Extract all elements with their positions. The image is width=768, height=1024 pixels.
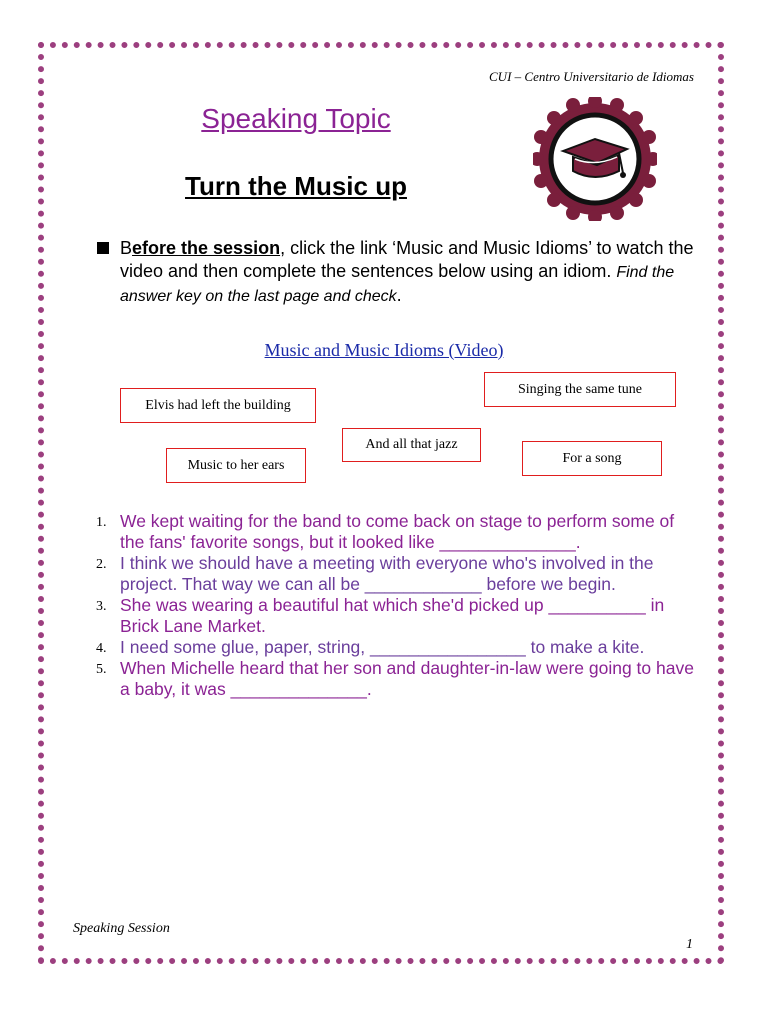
- intro-note: Find the answer key on the last page and check: [120, 264, 675, 305]
- idiom-box: Music to her ears: [166, 448, 306, 483]
- footer-label: Speaking Session: [73, 921, 170, 936]
- exercise-number: 1.: [96, 515, 107, 530]
- intro-emphasis: efore the session: [132, 238, 281, 258]
- exercise-number: 4.: [96, 641, 107, 656]
- exercise-text: She was wearing a beautiful hat which she'd picked up __________ in Brick Lane Market.: [120, 595, 665, 636]
- instructions: [97, 237, 707, 308]
- intro-end: .: [396, 285, 402, 305]
- exercise-number: 3.: [96, 599, 107, 614]
- exercise-item: [96, 595, 696, 637]
- exercise-text: I need some glue, paper, string, ________________ to make a kite.: [120, 637, 645, 657]
- intro-text: , click the link ‘Music and Music Idioms’ to watch the video and then complete the sentences below using an idiom.: [120, 238, 694, 281]
- idiom-box: Singing the same tune: [484, 372, 676, 407]
- institution-header: CUI – Centro Universitario de Idiomas: [489, 69, 694, 84]
- exercise-text: When Michelle heard that her son and daughter-in-law were going to have a baby, it was ______________.: [120, 658, 694, 699]
- exercise-number: 2.: [96, 557, 107, 572]
- bullet-square-icon: [97, 242, 109, 254]
- exercise-text: We kept waiting for the band to come back on stage to perform some of the fans' favorite songs, but it looked like ______________.: [120, 511, 675, 552]
- exercise-item: [96, 553, 696, 595]
- exercise-list: [96, 511, 696, 700]
- graduation-cap-icon: [533, 97, 657, 221]
- page-number: 1: [686, 937, 693, 952]
- idiom-box: Elvis had left the building: [120, 388, 316, 423]
- intro-first-letter: B: [120, 238, 133, 258]
- exercise-text: I think we should have a meeting with everyone who's involved in the project. That way we can all be ____________ before we begin.: [120, 553, 654, 594]
- exercise-number: 5.: [96, 662, 107, 677]
- exercise-item: [96, 637, 696, 658]
- idiom-box: For a song: [522, 441, 662, 476]
- page-title: Speaking Topic: [201, 103, 391, 134]
- exercise-item: [96, 511, 696, 553]
- video-link[interactable]: Music and Music Idioms (Video): [264, 340, 504, 360]
- idiom-box: And all that jazz: [342, 428, 481, 462]
- page-subtitle: Turn the Music up: [185, 171, 407, 201]
- exercise-item: [96, 658, 696, 700]
